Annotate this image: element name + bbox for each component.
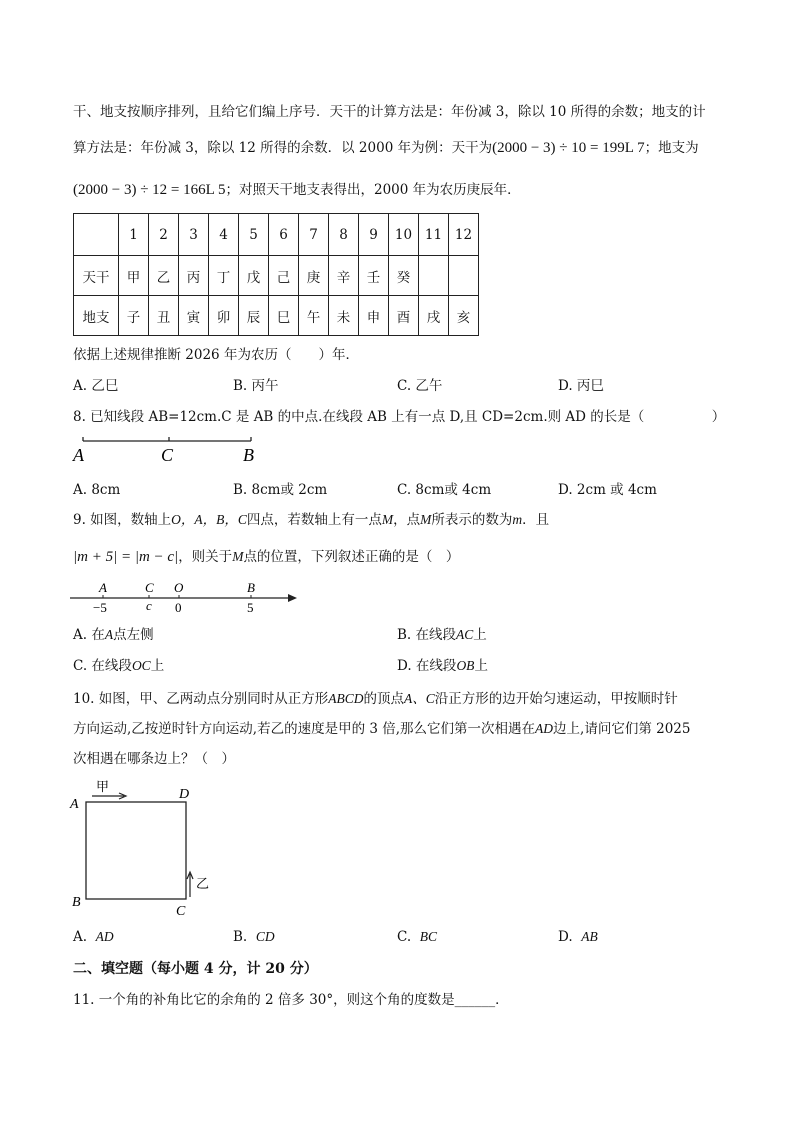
table-cell: 7 [299, 214, 329, 256]
q7-option-a[interactable]: A. 乙巳 [73, 378, 119, 394]
table-cell: 5 [239, 214, 269, 256]
tiangan-formula: (2000 − 3) ÷ 10 = 199L 7 [492, 140, 645, 156]
table-cell: 丁 [209, 256, 239, 296]
dizhi-formula: (2000 − 3) ÷ 12 = 166L 5 [73, 182, 226, 198]
table-cell: 地支 [74, 296, 119, 336]
q9-var-m: M [381, 512, 394, 527]
q10-text-d: 方向运动,乙按逆时针方向运动,若乙的速度是甲的 3 倍,那么它们第一次相遇在 [73, 721, 536, 737]
q8-segment-figure [70, 432, 270, 466]
point-o-label: O [174, 580, 184, 595]
value-0: 0 [175, 600, 182, 615]
q9-text-b: 四点，若数轴上有一点 [246, 512, 382, 528]
option-var: OB [456, 658, 475, 673]
table-cell: 酉 [389, 296, 419, 336]
label-c: C [161, 445, 174, 465]
table-cell: 戊 [239, 256, 269, 296]
q8-question: 8. 已知线段 AB=12cm.C 是 AB 的中点.在线段 AB 上有一点 D,且 CD=2cm.则 AD 的长是（ ） [73, 409, 726, 425]
q9-question-line-2 [73, 547, 459, 567]
table-cell: 8 [329, 214, 359, 256]
q7-option-c[interactable]: C. 乙午 [397, 378, 443, 394]
label-a: A [73, 445, 84, 465]
q9-option-a[interactable] [73, 625, 154, 645]
intro-line-3 [73, 180, 521, 200]
q9-equation: |m + 5| = |m − c| [73, 549, 179, 565]
q10-side-ad: AD [535, 721, 554, 736]
option-var: BC [419, 929, 437, 944]
table-cell: 辰 [239, 296, 269, 336]
option-var: AC [456, 627, 474, 642]
table-cell: 12 [449, 214, 479, 256]
q11-question: 11. 一个角的补角比它的余角的 2 倍多 30°，则这个角的度数是______． [73, 992, 509, 1008]
table-cell: 未 [329, 296, 359, 336]
q8-option-b[interactable]: B. 8cm或 2cm [233, 482, 328, 498]
table-cell: 天干 [74, 256, 119, 296]
q7-option-b[interactable]: B. 丙午 [233, 378, 279, 394]
q10-text-a: 10. 如图，甲、乙两动点分别同时从正方形 [73, 691, 329, 707]
table-cell [74, 214, 119, 256]
option-prefix: C. [397, 929, 412, 945]
q10-text-e: 边上,请问它们第 2025 [553, 721, 691, 737]
table-cell: 11 [419, 214, 449, 256]
table-cell: 子 [119, 296, 149, 336]
table-cell: 乙 [149, 256, 179, 296]
option-prefix: C. 在线段 [73, 658, 132, 674]
option-prefix: D. 在线段 [397, 658, 457, 674]
q9-var-m3: M [232, 549, 244, 564]
option-suffix: 点左侧 [113, 627, 154, 643]
option-suffix: 上 [473, 627, 487, 643]
table-cell: 9 [359, 214, 389, 256]
table-cell: 卯 [209, 296, 239, 336]
vertex-d: D [179, 787, 190, 802]
option-var: CD [255, 929, 275, 944]
q9-text-f: ，则关于 [178, 549, 233, 565]
q10-question-line-2 [73, 719, 691, 739]
option-prefix: A. [73, 929, 88, 945]
q9-text-e: ．且 [522, 512, 550, 528]
q9-option-c[interactable] [73, 656, 164, 676]
q9-text-c: ，点 [393, 512, 421, 528]
table-cell: 己 [269, 256, 299, 296]
table-cell: 2 [149, 214, 179, 256]
q7-question: 依据上述规律推断 2026 年为农历（ ）年． [73, 347, 359, 363]
section-title-fill-in: 二、填空题（每小题 4 分，计 20 分） [73, 961, 318, 977]
vertex-b: B [72, 895, 81, 910]
q9-points: O，A，B，C [171, 512, 247, 527]
intro-line-1: 干、地支按顺序排列，且给它们编上序号．天干的计算方法是：年份减 3，除以 10 所得的余数；地支的计 [73, 104, 706, 120]
intro-line-2 [73, 138, 699, 158]
option-var: AD [95, 929, 114, 944]
q10-points: A、C [404, 691, 435, 706]
q9-option-d[interactable] [397, 656, 488, 676]
table-cell: 丑 [149, 296, 179, 336]
vertex-a: A [70, 797, 79, 812]
q9-text-d: 所表示的数为 [431, 512, 513, 528]
table-cell: 戌 [419, 296, 449, 336]
point-b-label: B [247, 580, 255, 595]
option-var: A [104, 627, 114, 642]
square-abcd [86, 802, 186, 899]
table-cell: 寅 [179, 296, 209, 336]
tiangan-dizhi-table [73, 213, 479, 336]
option-prefix: D. [558, 929, 573, 945]
value-minus-5: −5 [93, 600, 107, 615]
option-prefix: B. [233, 929, 248, 945]
axis-arrow-icon [288, 594, 297, 602]
q10-question-line-1 [73, 689, 678, 709]
q8-option-a[interactable]: A. 8cm [73, 482, 121, 498]
q10-square-name: ABCD [328, 691, 364, 706]
q10-text-b: 的顶点 [363, 691, 405, 707]
option-var: AB [581, 929, 598, 944]
table-cell: 甲 [119, 256, 149, 296]
vertex-c: C [176, 904, 186, 919]
table-cell: 1 [119, 214, 149, 256]
table-cell: 午 [299, 296, 329, 336]
option-prefix: B. 在线段 [397, 627, 457, 643]
value-c: c [146, 598, 152, 613]
table-cell: 亥 [449, 296, 479, 336]
table-cell: 申 [359, 296, 389, 336]
q10-square-figure [66, 772, 226, 922]
option-prefix: A. 在 [73, 627, 105, 643]
option-suffix: 上 [150, 658, 165, 674]
q8-option-c[interactable]: C. 8cm或 4cm [397, 482, 492, 498]
option-var: OC [131, 658, 151, 673]
point-c-label: C [145, 580, 154, 595]
table-row-tiangan [74, 256, 479, 296]
q8-option-d[interactable]: D. 2cm 或 4cm [558, 482, 657, 498]
table-cell: 壬 [359, 256, 389, 296]
q9-text-a: 9. 如图，数轴上 [73, 512, 172, 528]
q9-var-m2: M [420, 512, 432, 527]
option-suffix: 上 [474, 658, 488, 674]
value-5: 5 [247, 600, 254, 615]
q9-question-line-1 [73, 510, 549, 530]
point-a-label: A [99, 580, 107, 595]
q10-option-c[interactable] [397, 927, 437, 947]
yi-label: 乙 [196, 877, 210, 892]
table-cell: 庚 [299, 256, 329, 296]
table-cell: 巳 [269, 296, 299, 336]
table-header-row [74, 214, 479, 256]
table-cell: 6 [269, 214, 299, 256]
table-cell: 辛 [329, 256, 359, 296]
q7-option-d[interactable]: D. 丙巳 [558, 378, 604, 394]
table-row-dizhi [74, 296, 479, 336]
label-b: B [243, 445, 254, 465]
intro-line-2-text: 算方法是：年份减 3，除以 12 所得的余数．以 2000 年为例：天干为 [73, 140, 493, 156]
q9-option-b[interactable] [397, 625, 487, 645]
table-cell: 丙 [179, 256, 209, 296]
table-cell: 10 [389, 214, 419, 256]
table-cell: 3 [179, 214, 209, 256]
intro-line-2-tail: ；地支为 [644, 140, 699, 156]
jia-label: 甲 [96, 780, 110, 795]
table-cell: 4 [209, 214, 239, 256]
table-cell: 癸 [389, 256, 419, 296]
table-cell [419, 256, 449, 296]
q10-option-d[interactable] [558, 927, 598, 947]
q10-option-b[interactable] [233, 927, 275, 947]
intro-line-3-text: ；对照天干地支表得出，2000 年为农历庚辰年． [225, 182, 521, 198]
q10-text-c: 沿正方形的边开始匀速运动，甲按顺时针 [434, 691, 678, 707]
table-cell [449, 256, 479, 296]
q9-text-g: 点的位置，下列叙述正确的是（ ） [243, 549, 460, 565]
q9-number-line [68, 576, 300, 616]
q10-question-line-3: 次相遇在哪条边上？（ ） [73, 751, 235, 767]
q9-var-lower-m: m [512, 512, 523, 527]
q10-option-a[interactable] [73, 927, 114, 947]
